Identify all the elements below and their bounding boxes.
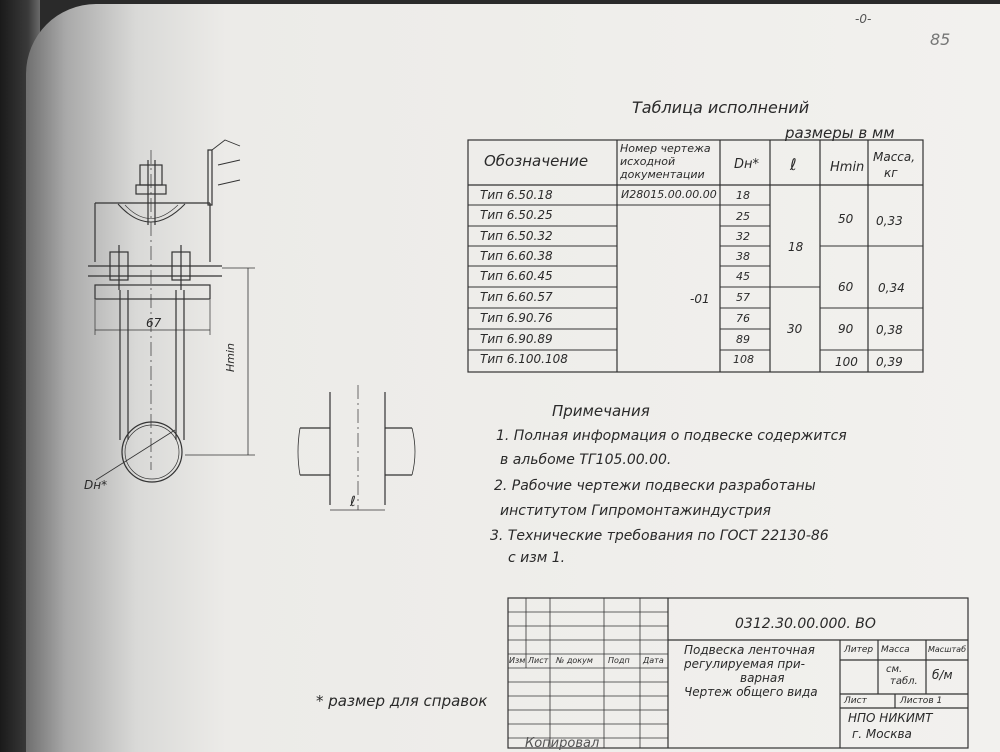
mass-value: 0,38 [876,323,903,337]
dn-value: 32 [736,230,750,243]
l-value: 30 [787,322,803,336]
header-dn: Dн* [734,157,760,172]
org-city: г. Москва [852,727,912,741]
col-ndoc: № докум [556,656,593,665]
dn-value: 108 [733,353,754,366]
col-podp: Подп [608,656,630,665]
dn-value: 57 [736,291,750,304]
product-name-3: варная [740,671,785,685]
header-doc-line1: Номер чертежа [620,142,711,155]
header-doc-line2: исходной [620,155,676,168]
massa-value-1: см. [886,664,903,675]
note-1b: в альбоме ТГ105.00.00. [500,452,672,468]
table-title: Таблица исполнений [632,98,810,117]
product-name-1: Подвеска ленточная [684,643,815,657]
product-name-2: регулируемая при- [684,657,806,671]
dn-value: 38 [736,250,750,263]
corner-mark: -0- [855,12,872,26]
note-1a: 1. Полная информация о подвеске содержится [496,428,847,444]
dn-value: 25 [736,210,750,223]
row-designation: Тип 6.60.57 [480,290,553,304]
hmin-value: 100 [835,355,858,369]
notes-heading: Примечания [552,402,650,420]
header-l: ℓ [790,155,797,174]
header-designation: Обозначение [484,152,589,170]
sheet-label: Лист [844,696,867,706]
header-doc-line3: документации [620,168,705,181]
row-designation: Тип 6.60.45 [480,269,553,283]
hmin-value: 90 [838,322,854,336]
dn-value: 45 [736,270,750,283]
row-designation: Тип 6.60.38 [480,249,553,263]
hdr-massa: Масса [881,645,910,655]
row-designation: Тип 6.100.108 [480,352,568,366]
note-2a: 2. Рабочие чертежи подвески разработаны [494,478,816,494]
row-designation: Тип 6.90.89 [480,332,553,346]
row-designation: Тип 6.50.25 [480,208,553,222]
dim-dn: Dн* [84,478,108,492]
hdr-masshtab: Масштаб [928,645,967,654]
header-mass-line1: Масса, [873,150,916,164]
dn-value: 76 [736,312,750,325]
copied-by: Копировал [525,736,600,751]
col-list: Лист [528,656,549,665]
l-value: 18 [788,240,804,254]
org-name: НПО НИКИМТ [848,711,933,725]
dim-width: 67 [146,316,162,330]
note-3b: с изм 1. [508,550,566,566]
doc-code: 0312.30.00.000. ВО [735,616,876,632]
col-izm: Изм [509,656,526,665]
note-3a: 3. Технические требования по ГОСТ 22130-86 [490,528,829,544]
header-mass-line2: кг [884,166,898,180]
mass-value: 0,39 [876,355,903,369]
header-hmin: Hmin [830,160,865,175]
scale-value: б/м [932,668,953,682]
doc-ref-variant: -01 [690,292,710,306]
col-data: Дата [643,656,664,665]
mass-value: 0,34 [878,281,905,295]
product-name-4: Чертеж общего вида [684,685,818,699]
massa-value-2: табл. [890,676,918,687]
dim-hmin: Hmin [224,342,237,372]
note-2b: институтом Гипромонтажиндустрия [500,503,771,519]
hdr-liter: Литер [844,645,874,655]
dim-l: ℓ [350,494,356,510]
dn-value: 89 [736,333,750,346]
table-units: размеры в мм [785,124,895,142]
row-designation: Тип 6.50.32 [480,229,553,243]
sheets-label: Листов 1 [900,696,943,706]
hmin-value: 60 [838,280,854,294]
footnote: * размер для справок [316,692,488,710]
page-number: 85 [930,30,951,49]
doc-ref: И28015.00.00.00 [621,188,717,201]
hmin-value: 50 [838,212,854,226]
row-designation: Тип 6.50.18 [480,188,553,202]
mass-value: 0,33 [876,214,903,228]
row-designation: Тип 6.90.76 [480,311,553,325]
dn-value: 18 [736,189,750,202]
